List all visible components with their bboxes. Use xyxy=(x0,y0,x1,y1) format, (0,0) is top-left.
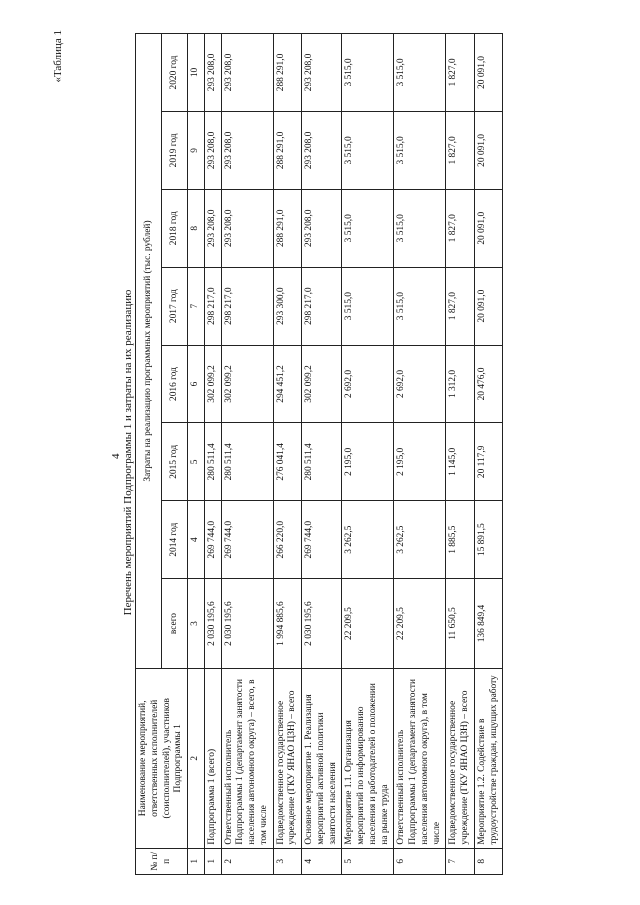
column-number: 9 xyxy=(188,111,205,189)
row-year-value: 302 099,2 xyxy=(204,345,221,423)
row-total-value: 2 030 195,6 xyxy=(221,579,273,669)
column-number: 8 xyxy=(188,189,205,267)
row-name: Ответственный исполнитель Подпрограммы 1 (департамент занятости населения автономного округа) – всего, в том числе xyxy=(221,668,273,848)
row-year-value: 1 312,0 xyxy=(446,345,475,423)
row-number: 7 xyxy=(446,848,475,874)
row-year-value: 3 515,0 xyxy=(394,189,446,267)
row-year-value: 298 217,0 xyxy=(221,267,273,345)
row-year-value: 269 744,0 xyxy=(221,501,273,579)
row-total-value: 11 650,5 xyxy=(446,579,475,669)
column-number: 4 xyxy=(188,501,205,579)
row-year-value: 293 208,0 xyxy=(204,34,221,112)
row-year-value: 20 091,0 xyxy=(474,267,503,345)
row-total-value: 136 849,4 xyxy=(474,579,503,669)
column-number: 5 xyxy=(188,423,205,501)
row-number: 6 xyxy=(394,848,446,874)
column-number: 10 xyxy=(188,34,205,112)
header-year: 2015 год xyxy=(162,423,188,501)
row-year-value: 288 291,0 xyxy=(273,189,302,267)
row-year-value: 1 827,0 xyxy=(446,189,475,267)
row-year-value: 3 515,0 xyxy=(394,267,446,345)
row-total-value: 2 030 195,6 xyxy=(204,579,221,669)
row-name: Основное мероприятие 1. Реализация мероприятий активной политики занятости населения xyxy=(302,668,342,848)
row-year-value: 3 515,0 xyxy=(342,267,394,345)
table-row xyxy=(273,34,302,875)
row-name: Подведомственное государственное учреждение (ГКУ ЯНАО ЦЗН) – всего xyxy=(273,668,302,848)
row-year-value: 3 515,0 xyxy=(342,111,394,189)
row-number: 2 xyxy=(221,848,273,874)
row-number: 5 xyxy=(342,848,394,874)
column-number: 1 xyxy=(188,848,205,874)
row-number: 8 xyxy=(474,848,503,874)
row-year-value: 3 262,5 xyxy=(342,501,394,579)
row-year-value: 269 744,0 xyxy=(302,501,342,579)
row-year-value: 2 195,0 xyxy=(394,423,446,501)
row-year-value: 302 099,2 xyxy=(221,345,273,423)
header-row-1 xyxy=(136,34,162,875)
row-total-value: 2 030 195,6 xyxy=(302,579,342,669)
row-total-value: 22 209,5 xyxy=(342,579,394,669)
row-number: 3 xyxy=(273,848,302,874)
row-name: Мероприятие 1.1. Организация мероприятий по информированию населения и работодателей о положении на рынке труда xyxy=(342,668,394,848)
row-total-value: 1 994 885,6 xyxy=(273,579,302,669)
row-year-value: 293 208,0 xyxy=(204,189,221,267)
row-number: 4 xyxy=(302,848,342,874)
costs-table xyxy=(135,33,503,875)
row-year-value: 20 117,9 xyxy=(474,423,503,501)
row-year-value: 280 511,4 xyxy=(204,423,221,501)
row-year-value: 15 891,5 xyxy=(474,501,503,579)
table-row xyxy=(446,34,475,875)
row-year-value: 1 827,0 xyxy=(446,267,475,345)
row-year-value: 293 208,0 xyxy=(204,111,221,189)
header-no: № п/п xyxy=(136,848,188,874)
row-name: Подпрограмма 1 (всего) xyxy=(204,668,221,848)
row-year-value: 3 262,5 xyxy=(394,501,446,579)
row-year-value: 2 692,0 xyxy=(394,345,446,423)
row-year-value: 280 511,4 xyxy=(221,423,273,501)
row-year-value: 3 515,0 xyxy=(342,34,394,112)
table-body xyxy=(204,34,503,875)
header-costs: Затраты на реализацию программных мероприятий (тыс. рублей) xyxy=(136,34,162,669)
table-row xyxy=(204,34,221,875)
row-year-value: 20 091,0 xyxy=(474,111,503,189)
column-number: 2 xyxy=(188,668,205,848)
table-row xyxy=(221,34,273,875)
row-year-value: 2 692,0 xyxy=(342,345,394,423)
page-title: Перечень мероприятий Подпрограммы 1 и затраты на их реализацию xyxy=(122,289,134,616)
row-year-value: 20 091,0 xyxy=(474,189,503,267)
row-year-value: 1 827,0 xyxy=(446,111,475,189)
column-number: 6 xyxy=(188,345,205,423)
header-total: всего xyxy=(162,579,188,669)
row-year-value: 294 451,2 xyxy=(273,345,302,423)
row-name: Мероприятие 1.2. Содействие в трудоустройстве граждан, ищущих работу xyxy=(474,668,503,848)
page-number: 4 xyxy=(110,453,122,459)
header-year: 2016 год xyxy=(162,345,188,423)
row-year-value: 293 208,0 xyxy=(302,34,342,112)
row-year-value: 3 515,0 xyxy=(394,34,446,112)
row-year-value: 1 827,0 xyxy=(446,34,475,112)
row-year-value: 276 041,4 xyxy=(273,423,302,501)
row-year-value: 3 515,0 xyxy=(342,189,394,267)
row-year-value: 2 195,0 xyxy=(342,423,394,501)
row-year-value: 266 220,0 xyxy=(273,501,302,579)
table-label: «Таблица 1 xyxy=(52,30,64,83)
row-year-value: 293 208,0 xyxy=(302,189,342,267)
header-year: 2014 год xyxy=(162,501,188,579)
row-year-value: 1 145,0 xyxy=(446,423,475,501)
table-row xyxy=(474,34,503,875)
row-name: Ответственный исполнитель Подпрограммы 1 (департамент занятости населения автономного округа), в том числе xyxy=(394,668,446,848)
row-year-value: 1 885,5 xyxy=(446,501,475,579)
row-year-value: 298 217,0 xyxy=(302,267,342,345)
column-number: 3 xyxy=(188,579,205,669)
row-number: 1 xyxy=(204,848,221,874)
header-name: Наименование мероприятий, ответственных исполнителей (соисполнителей), участников Подпрограммы 1 xyxy=(136,668,188,848)
row-year-value: 293 208,0 xyxy=(221,34,273,112)
header-year: 2019 год xyxy=(162,111,188,189)
row-total-value: 22 209,5 xyxy=(394,579,446,669)
row-year-value: 288 291,0 xyxy=(273,111,302,189)
table-row xyxy=(394,34,446,875)
row-year-value: 269 744,0 xyxy=(204,501,221,579)
column-number-row xyxy=(188,34,205,875)
row-year-value: 20 476,0 xyxy=(474,345,503,423)
row-year-value: 280 511,4 xyxy=(302,423,342,501)
header-year: 2020 год xyxy=(162,34,188,112)
row-year-value: 302 099,2 xyxy=(302,345,342,423)
row-year-value: 293 300,0 xyxy=(273,267,302,345)
header-year: 2018 год xyxy=(162,189,188,267)
row-year-value: 288 291,0 xyxy=(273,34,302,112)
row-year-value: 293 208,0 xyxy=(221,111,273,189)
table-row xyxy=(342,34,394,875)
row-year-value: 293 208,0 xyxy=(302,111,342,189)
row-year-value: 3 515,0 xyxy=(394,111,446,189)
column-number: 7 xyxy=(188,267,205,345)
row-year-value: 298 217,0 xyxy=(204,267,221,345)
table-row xyxy=(302,34,342,875)
row-year-value: 293 208,0 xyxy=(221,189,273,267)
row-name: Подведомственное государственное учреждение (ГКУ ЯНАО ЦЗН) – всего xyxy=(446,668,475,848)
header-year: 2017 год xyxy=(162,267,188,345)
row-year-value: 20 091,0 xyxy=(474,34,503,112)
